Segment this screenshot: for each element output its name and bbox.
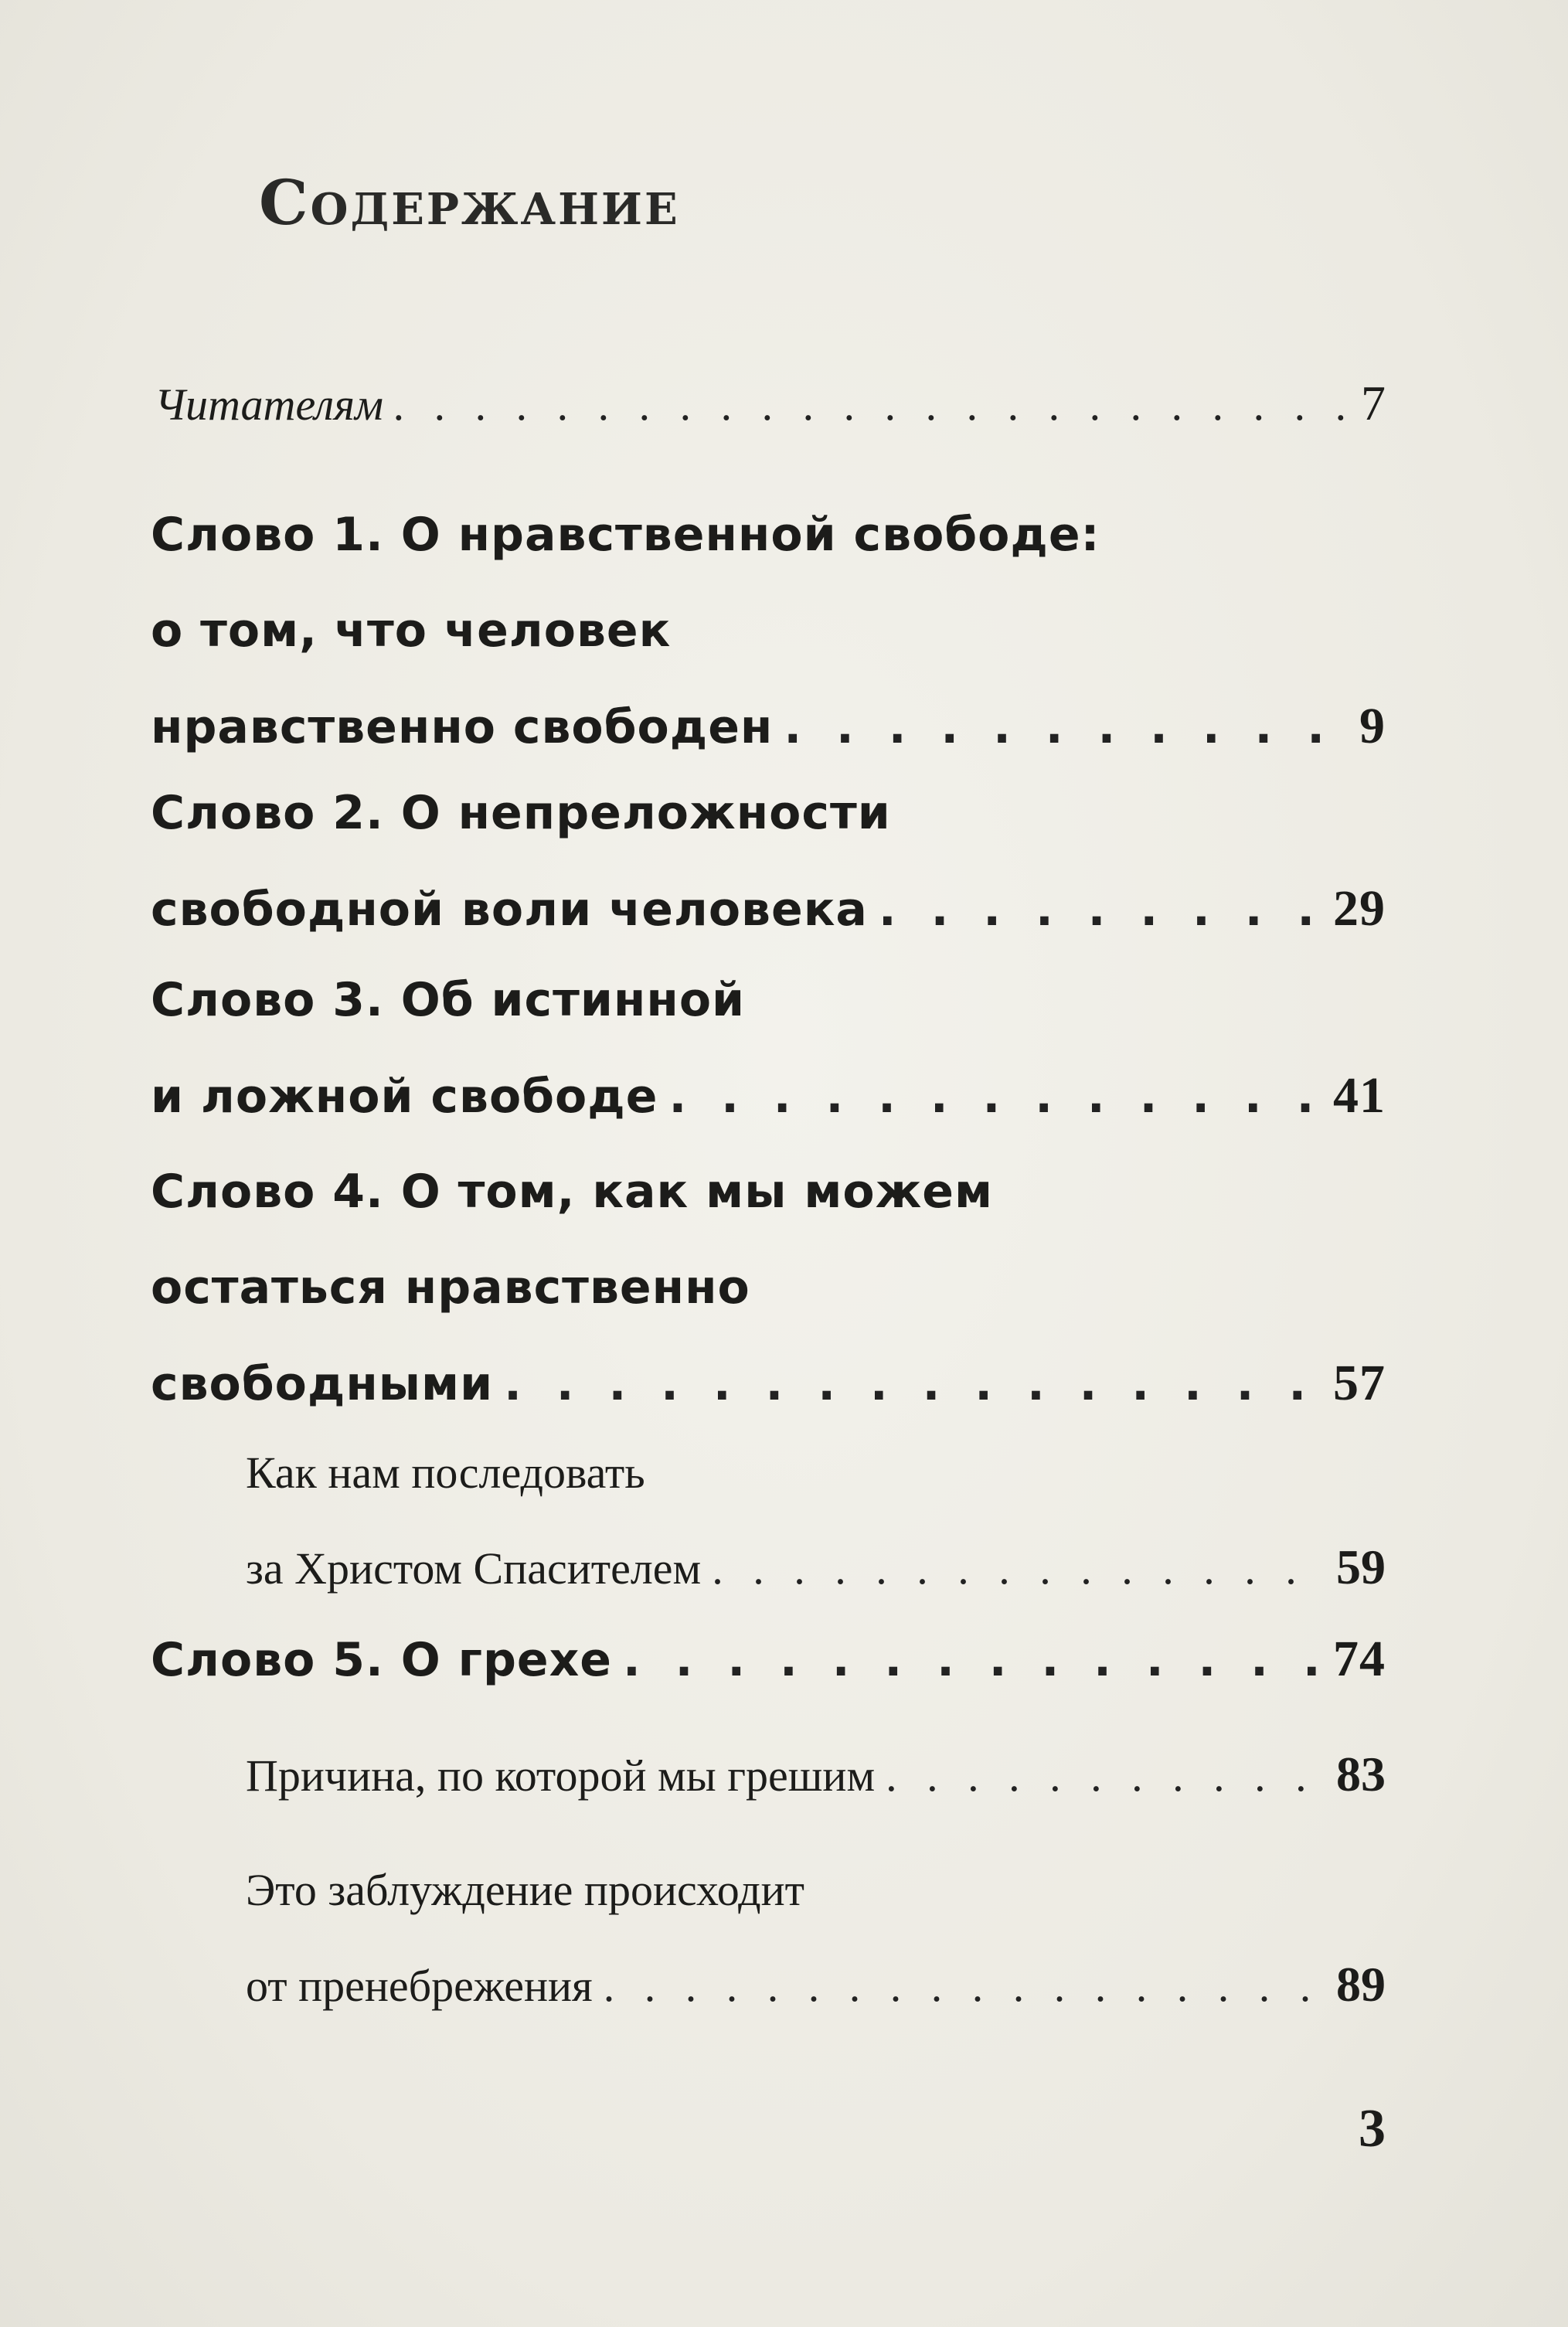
- toc-entry-title: Причина, по которой мы грешим: [246, 1750, 876, 1801]
- dot-leader: [784, 679, 1349, 775]
- toc-entry-line: [246, 1426, 1386, 1520]
- toc-entry-title: Это заблуждение происходит: [246, 1865, 804, 1915]
- toc-entry-line: [151, 679, 1386, 775]
- toc-entry-title: о том, что человек: [151, 604, 672, 658]
- toc-entry-line: [151, 487, 1386, 583]
- toc-page-number: 74: [1333, 1631, 1386, 1687]
- toc-entry-title: Читателям: [155, 379, 384, 430]
- toc-entry-title: свободными: [151, 1357, 494, 1411]
- page-folio: 3: [1359, 2099, 1386, 2159]
- toc-page-number: 41: [1333, 1067, 1386, 1124]
- toc-subentry-delusion[interactable]: [246, 1843, 1386, 2033]
- toc-entry-line: [151, 861, 1386, 958]
- toc-entry-line: [151, 952, 1386, 1048]
- toc-page-number: 29: [1333, 880, 1386, 937]
- toc-entry-readers[interactable]: [155, 375, 1386, 432]
- dot-leader: [668, 1049, 1322, 1145]
- toc-entry-sermon-3[interactable]: [151, 952, 1386, 1145]
- toc-subentry-reason-sin[interactable]: [246, 1727, 1386, 1823]
- page-title: Содержание: [259, 166, 680, 239]
- toc-entry-line: [151, 1240, 1386, 1335]
- toc-entry-sermon-2[interactable]: [151, 765, 1386, 958]
- dot-leader: [879, 862, 1322, 958]
- dot-leader: [504, 1336, 1322, 1432]
- toc-page-number: 89: [1336, 1957, 1386, 2012]
- dot-leader: [394, 379, 1350, 430]
- toc-entry-line: [246, 1520, 1386, 1616]
- toc-entry-title: остаться нравственно: [151, 1260, 750, 1315]
- toc-entry-title: Слово 4. О том, как мы можем: [151, 1165, 994, 1219]
- toc-entry-line: [151, 583, 1386, 679]
- toc-entry-line: [151, 1611, 1386, 1708]
- toc-entry-line: [151, 1048, 1386, 1145]
- toc-entry-title: и ложной свободе: [151, 1070, 658, 1124]
- toc-entry-title: Слово 1. О нравственной свободе:: [151, 508, 1100, 562]
- toc-entry-line: [246, 1937, 1386, 2033]
- dot-leader: [623, 1612, 1322, 1708]
- toc-entry-title: Слово 5. О грехе: [151, 1633, 612, 1687]
- toc-page-number: 57: [1333, 1355, 1386, 1411]
- toc-entry-sermon-4[interactable]: [151, 1144, 1386, 1432]
- toc-entry-title: Как нам последовать: [246, 1448, 645, 1498]
- toc-subentry-follow-christ[interactable]: [246, 1426, 1386, 1616]
- toc-entry-title: от пренебрежения: [246, 1961, 593, 2011]
- dot-leader: [886, 1729, 1325, 1823]
- toc-entry-line: [151, 765, 1386, 861]
- dot-leader: [712, 1522, 1325, 1616]
- toc-page-number: 83: [1336, 1747, 1386, 1801]
- toc-entry-title: свободной воли человека: [151, 883, 868, 937]
- toc-entry-line: [151, 1335, 1386, 1432]
- toc-entry-title: Слово 2. О непреложности: [151, 786, 891, 840]
- toc-entry-title: Слово 3. Об истинной: [151, 973, 746, 1027]
- toc-entry-title: за Христом Спасителем: [246, 1543, 702, 1594]
- dot-leader: [604, 1939, 1325, 2033]
- toc-entry-line: [151, 1144, 1386, 1240]
- toc-entry-line: [246, 1727, 1386, 1823]
- toc-page-number: 7: [1361, 376, 1386, 430]
- toc-entry-line: [155, 375, 1386, 432]
- toc-entry-line: [246, 1843, 1386, 1937]
- toc-entry-sermon-1[interactable]: [151, 487, 1386, 775]
- toc-entry-sermon-5[interactable]: [151, 1611, 1386, 1708]
- toc-page-number: 9: [1359, 698, 1386, 754]
- toc-page-number: 59: [1336, 1539, 1386, 1594]
- toc-entry-title: нравственно свободен: [151, 700, 774, 754]
